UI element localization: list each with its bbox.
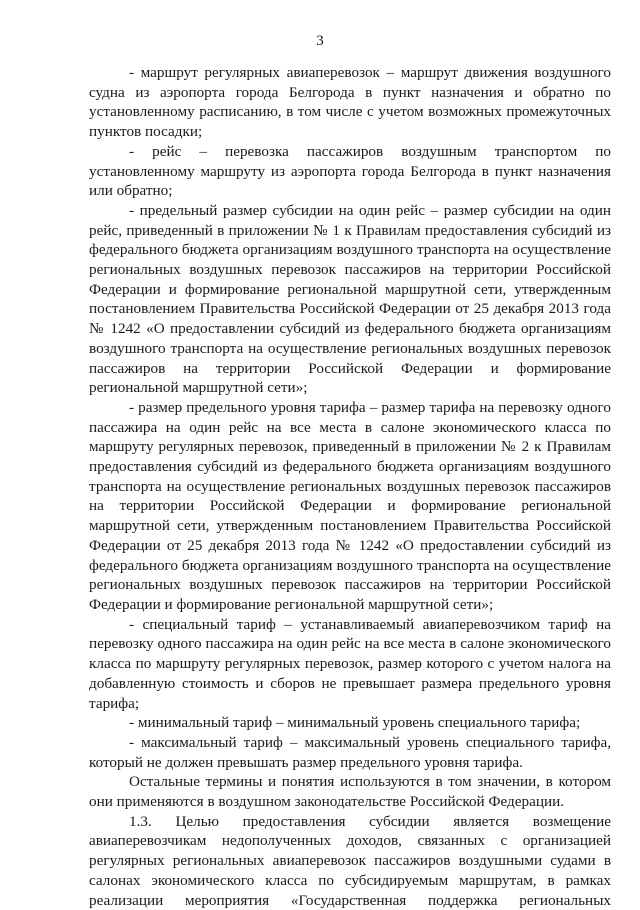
paragraph-subsidy-purpose: 1.3. Целью предоставления субсидии является возмещение авиаперевозчикам недополученных доходов, связанных с организацией регулярных региональных авиаперевозок пассажиров воздушными судами в салонах экономического класса по субсидируемым маршрутам, в рамках реализации мероприятия «Государственная поддержка региональных <box>89 812 611 909</box>
paragraph-route-definition: - маршрут регулярных авиаперевозок – маршрут движения воздушного судна из аэропорта города Белгорода в пункт назначения и обратно по установленному расписанию, в том числе с учетом возможных промежуточных пунктов посадки; <box>89 64 611 141</box>
paragraph-special-tariff-definition: - специальный тариф – устанавливаемый авиаперевозчиком тариф на перевозку одного пассажира на один рейс на все места в салоне экономического класса по маршруту регулярных перевозок, размер которого с учетом налога на добавленную стоимость и сборов не превышает размера предельного уровня тарифа; <box>89 615 611 712</box>
paragraph-minimum-tariff-definition: - минимальный тариф – минимальный уровень специального тарифа; <box>129 714 581 732</box>
document-body <box>89 63 611 910</box>
paragraph-subsidy-limit-definition: - предельный размер субсидии на один рейс – размер субсидии на один рейс, приведенный в приложении № 1 к Правилам предоставления субсидий из федерального бюджета организациям воздушного транспорта на осуществление региональных воздушных перевозок пассажиров на территории Российской Федерации и формирование региональной маршрутной сети, утвержденным постановлением Правительства Российской Федерации от 25 декабря 2013 года № 1242 «О предоставлении субсидий из федерального бюджета организациям воздушного транспорта на осуществление региональных воздушных перевозок пассажиров на территории Российской Федерации и формирование региональной маршрутной сети»; <box>89 201 611 397</box>
paragraph-tariff-limit-definition: - размер предельного уровня тарифа – размер тарифа на перевозку одного пассажира на один рейс на все места в салоне экономического класса по маршруту регулярных перевозок, приведенный в приложении № 2 к Правилам предоставления субсидий из федерального бюджета организациям воздушного транспорта на осуществление региональных воздушных перевозок пассажиров на территории Российской Федерации и формирование региональной маршрутной сети, утвержденным постановлением Правительства Российской Федерации от 25 декабря 2013 года № 1242 «О предоставлении субсидий из федерального бюджета организациям воздушного транспорта на осуществление региональных воздушных перевозок пассажиров на территории Российской Федерации и формирование региональной маршрутной сети»; <box>89 398 611 613</box>
paragraph-other-terms: Остальные термины и понятия используются в том значении, в котором они применяются в воздушном законодательстве Российской Федерации. <box>89 773 611 811</box>
page-number: 3 <box>316 33 324 49</box>
paragraph-flight-definition: - рейс – перевозка пассажиров воздушным транспортом по установленному маршруту из аэропорта города Белгорода в пункт назначения или обратно; <box>89 142 611 200</box>
paragraph-maximum-tariff-definition: - максимальный тариф – максимальный уровень специального тарифа, который не должен превышать размер предельного уровня тарифа. <box>89 733 611 771</box>
